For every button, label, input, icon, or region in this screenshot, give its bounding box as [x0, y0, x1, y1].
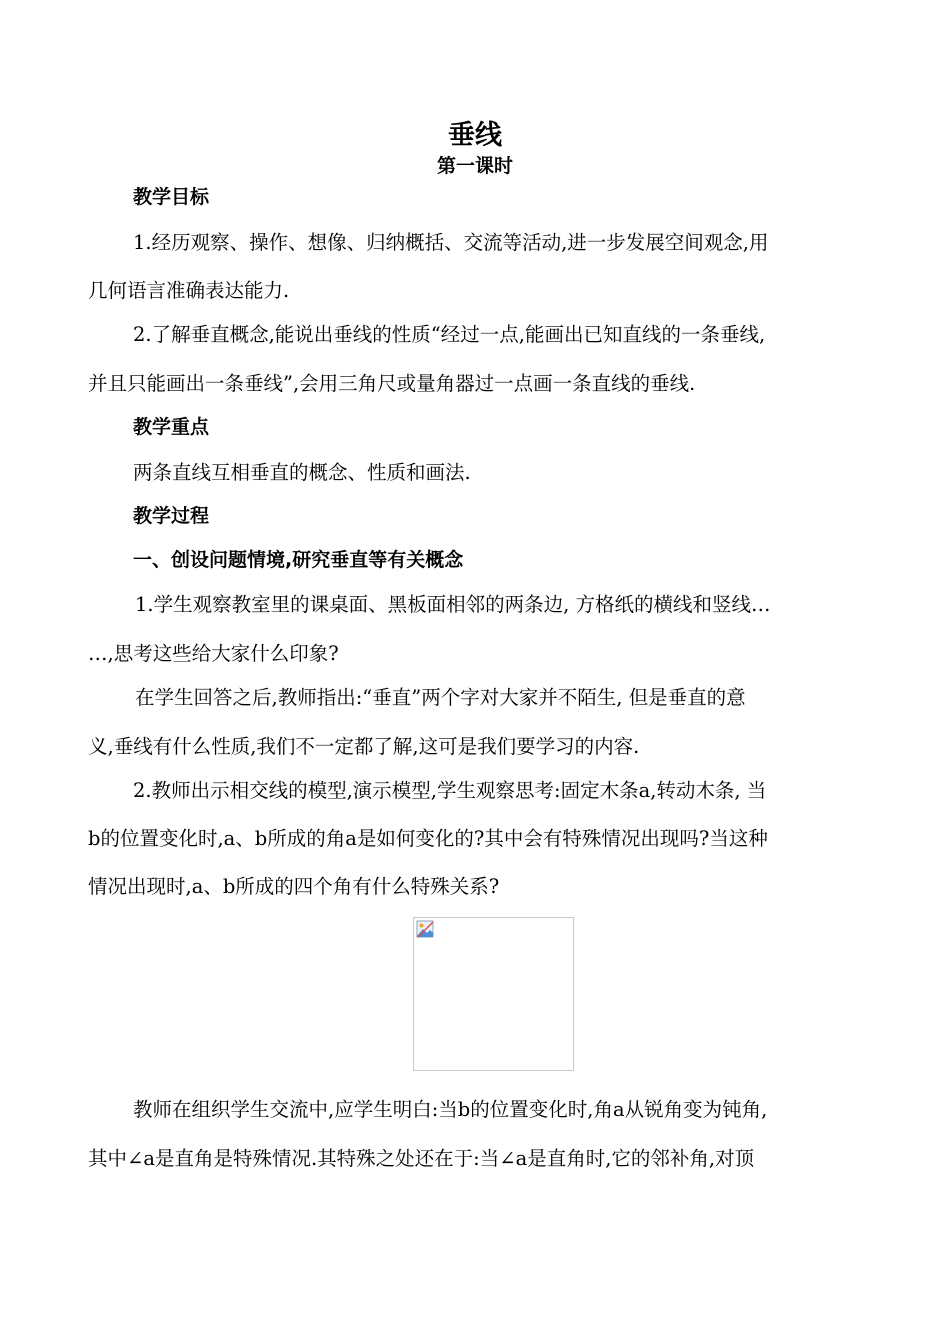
section-heading-part1: 一、创设问题情境,研究垂直等有关概念 [133, 549, 464, 571]
paragraph-line: 1.经历观察、操作、想像、归纳概括、交流等活动,进一步发展空间观念,用 [133, 231, 769, 254]
paragraph-line: 两条直线互相垂直的概念、性质和画法. [133, 461, 471, 484]
broken-image-icon [416, 920, 434, 938]
paragraph-line: 几何语言准确表达能力. [88, 279, 290, 302]
section-heading-process: 教学过程 [133, 505, 210, 527]
section-heading-goals: 教学目标 [133, 186, 210, 208]
paragraph-line: 义,垂线有什么性质,我们不一定都了解,这可是我们要学习的内容. [88, 735, 640, 758]
paragraph-line: 2.教师出示相交线的模型,演示模型,学生观察思考:固定木条a,转动木条, 当 [133, 779, 767, 802]
figure-placeholder [413, 917, 574, 1071]
page-subtitle: 第一课时 [436, 155, 513, 177]
paragraph-line: 在学生回答之后,教师指出:“垂直”两个字对大家并不陌生, 但是垂直的意 [135, 686, 746, 709]
section-heading-key: 教学重点 [133, 416, 210, 438]
paragraph-line: 情况出现时,a、b所成的四个角有什么特殊关系? [88, 875, 500, 898]
paragraph-line: 并且只能画出一条垂线”,会用三角尺或量角器过一点画一条直线的垂线. [88, 372, 696, 395]
paragraph-line: …,思考这些给大家什么印象? [88, 642, 339, 665]
paragraph-line: 其中∠a是直角是特殊情况.其特殊之处还在于:当∠a是直角时,它的邻补角,对顶 [88, 1147, 755, 1170]
paragraph-line: 2.了解垂直概念,能说出垂线的性质“经过一点,能画出已知直线的一条垂线, [133, 323, 766, 346]
page-title: 垂线 [448, 120, 502, 151]
paragraph-line: 教师在组织学生交流中,应学生明白:当b的位置变化时,角a从锐角变为钝角, [133, 1098, 768, 1121]
paragraph-line: b的位置变化时,a、b所成的角a是如何变化的?其中会有特殊情况出现吗?当这种 [88, 827, 768, 850]
paragraph-line: 1.学生观察教室里的课桌面、黑板面相邻的两条边, 方格纸的横线和竖线… [135, 593, 771, 616]
